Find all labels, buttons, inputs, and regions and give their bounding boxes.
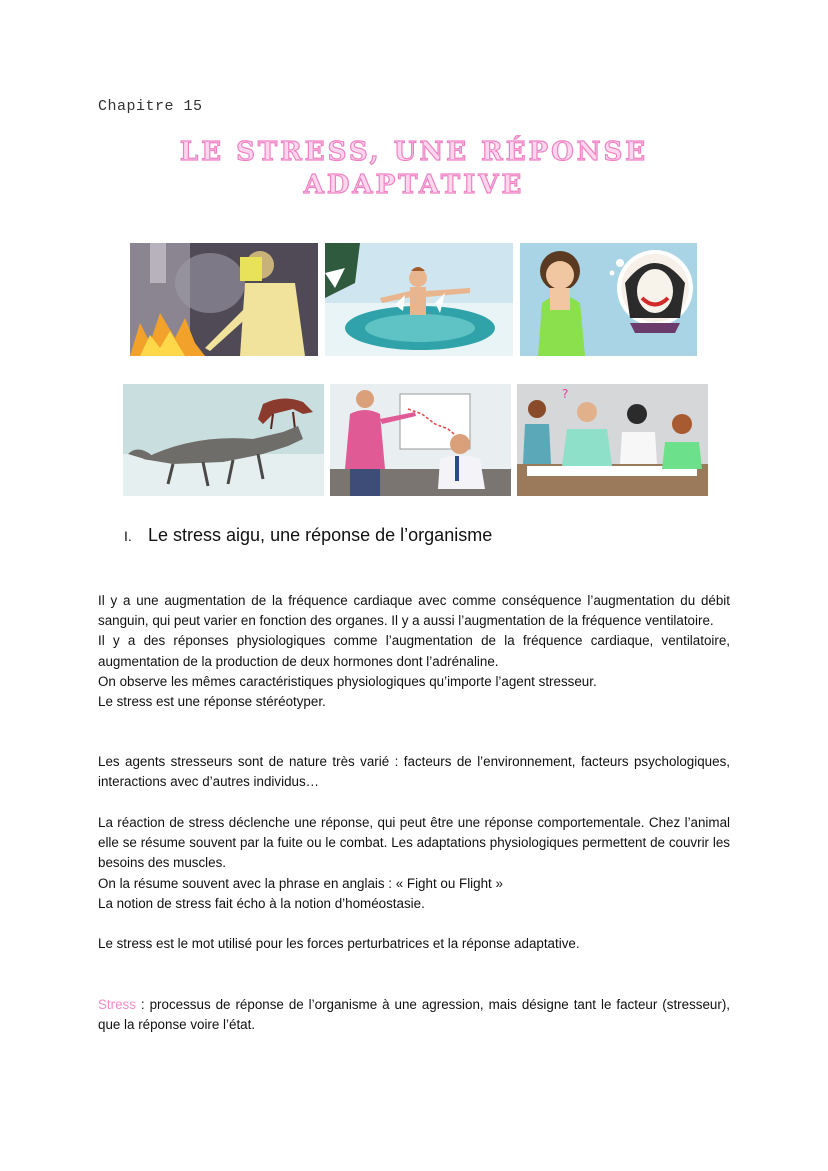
svg-text:?: ? — [562, 387, 569, 401]
frightened-boy-clown-illustration — [520, 243, 697, 356]
page-title — [100, 136, 728, 202]
paragraph: Il y a des réponses physiologiques comme l’augmentation de la fréquence cardiaque, ventilatoire, augmentation de la production de deux hormones dont l’adrénaline. — [98, 633, 730, 669]
paragraph-block-2 — [98, 752, 730, 792]
section-number: I. — [124, 528, 132, 544]
students-exam-illustration — [517, 384, 708, 496]
paragraph: La réaction de stress déclenche une réponse, qui peut être une réponse comportementale. Chez l’animal elle se résume souvent par la fuite ou le combat. Les adaptations physiologiques permettent de couvrir les besoins des muscles. — [98, 815, 730, 871]
paragraph: Le stress est une réponse stéréotyper. — [98, 694, 326, 710]
paragraph-block-3 — [98, 813, 730, 914]
paragraph: On la résume souvent avec la phrase en anglais : « Fight ou Flight » — [98, 875, 503, 891]
title-line-2: ADAPTATIVE — [303, 170, 525, 200]
paragraph: On observe les mêmes caractéristiques physiologiques qu’importe l’agent stresseur. — [98, 673, 597, 689]
welder-fire-illustration — [130, 243, 318, 356]
definition-text: : processus de réponse de l’organisme à une agression, mais désigne tant le facteur (stresseur), que la réponse voire l’état. — [98, 997, 730, 1033]
title-line-1: LE STRESS, UNE RÉPONSE — [179, 137, 649, 167]
paragraph-block-4 — [98, 934, 730, 954]
paragraph: Le stress est le mot utilisé pour les forces perturbatrices et la réponse adaptative. — [98, 936, 580, 951]
paragraph: Il y a une augmentation de la fréquence cardiaque avec comme conséquence l’augmentation du débit sanguin, qui peut varier en fonction des organes. Il y a aussi l’augmentation de la fréquence ventilatoire. — [98, 593, 730, 629]
wolf-hunting-illustration — [123, 384, 324, 496]
definition — [98, 995, 730, 1035]
section-title: Le stress aigu, une réponse de l’organisme — [148, 525, 493, 545]
paragraph-block-1 — [98, 591, 730, 712]
definition-term: Stress — [98, 997, 136, 1012]
section-heading — [124, 525, 492, 546]
cold-water-swimmer-illustration — [325, 243, 513, 356]
definition-block — [98, 995, 730, 1035]
paragraph: Les agents stresseurs sont de nature très varié : facteurs de l’environnement, facteurs psychologiques, interactions avec d’autres individus… — [98, 754, 730, 790]
paragraph: La notion de stress fait écho à la notion d’homéostasie. — [98, 895, 425, 911]
chapter-label: Chapitre 15 — [98, 98, 203, 115]
office-meeting-illustration — [330, 384, 511, 496]
